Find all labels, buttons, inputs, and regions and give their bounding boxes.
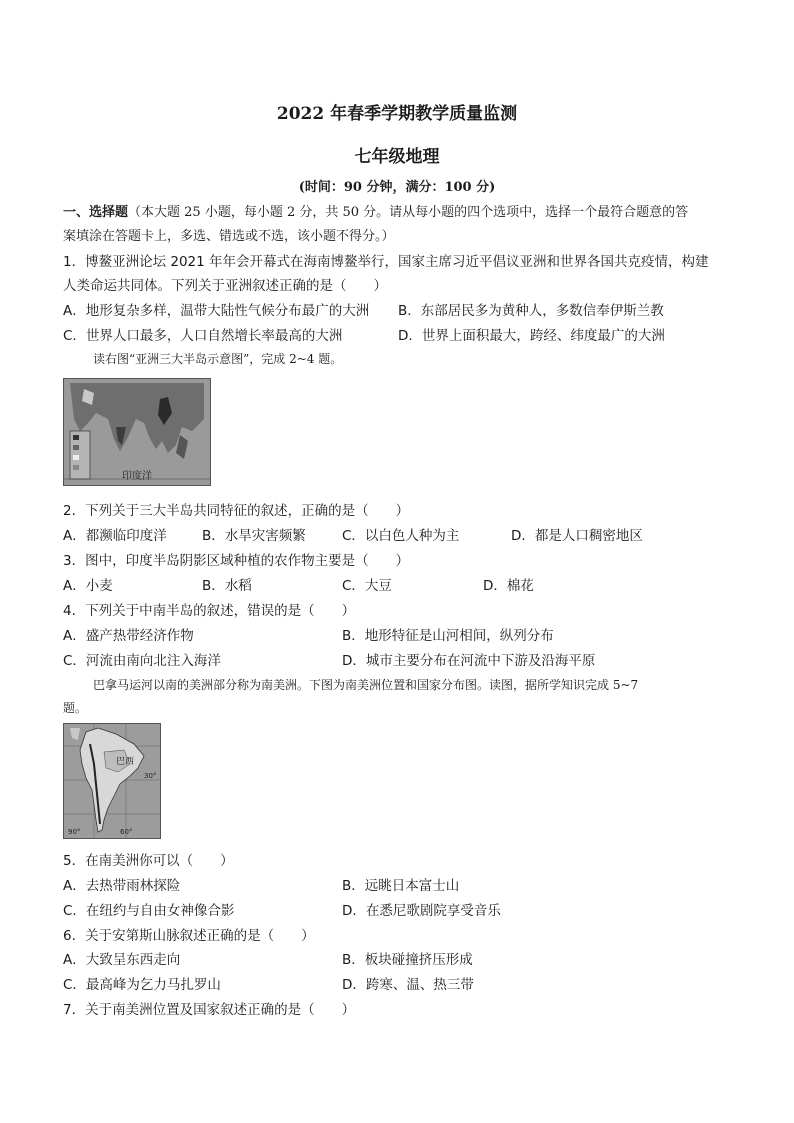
q1-option-a: A．地形复杂多样，温带大陆性气候分布最广的大洲	[63, 303, 370, 319]
q3-option-a: A．小麦	[63, 578, 113, 594]
map2-label-lon-60: 60°	[120, 828, 133, 836]
q4-stem: 4．下列关于中南半岛的叙述，错误的是（ ）	[63, 603, 356, 619]
map2-label-lat: 30°	[144, 772, 157, 780]
map2-label-lon-90: 90°	[68, 828, 81, 836]
q1-stem-2: 人类命运共同体。下列关于亚洲叙述正确的是（ ）	[63, 278, 387, 294]
q3-option-c: C．大豆	[342, 578, 392, 594]
q6-option-c: C．最高峰为乞力马扎罗山	[63, 977, 221, 993]
exam-info: (时间：90 分钟，满分：100 分)	[298, 180, 496, 195]
q2-option-c: C．以白色人种为主	[342, 528, 460, 544]
q1-option-c: C．世界人口最多，人口自然增长率最高的大洲	[63, 328, 343, 344]
q1-stem-1: 1．博鳌亚洲论坛 2021 年年会开幕式在海南博鳌举行，国家主席习近平倡议亚洲和世界各国共克疫情，构建	[63, 254, 709, 270]
q4-option-c: C．河流由南向北注入海洋	[63, 653, 221, 669]
section-desc-1: （本大题 25 小题，每小题 2 分，共 50 分。请从每小题的四个选项中，选择一个最符合题意的答	[128, 205, 689, 220]
q3-stem: 3．图中，印度半岛阴影区域种植的农作物主要是（ ）	[63, 553, 410, 569]
q2-option-d: D．都是人口稠密地区	[511, 528, 643, 544]
q3-option-d: D．棉花	[483, 578, 534, 594]
q6-stem: 6．关于安第斯山脉叙述正确的是（ ）	[63, 928, 315, 944]
map1-ocean-label: 印度洋	[122, 471, 152, 482]
reading-note-2-line-2: 题。	[63, 701, 88, 715]
exam-title: 2022 年春季学期教学质量监测	[276, 104, 518, 124]
q5-option-b: B．远眺日本富士山	[342, 878, 460, 894]
asia-peninsulas-map	[63, 378, 211, 486]
q5-option-c: C．在纽约与自由女神像合影	[63, 903, 235, 919]
q6-option-b: B．板块碰撞挤压形成	[342, 952, 473, 968]
q7-stem: 7．关于南美洲位置及国家叙述正确的是（ ）	[63, 1002, 356, 1018]
south-america-map	[63, 723, 161, 839]
reading-note-1: 读右图“亚洲三大半岛示意图”，完成 2~4 题。	[93, 352, 343, 366]
q6-option-d: D．跨寒、温、热三带	[342, 977, 474, 993]
q1-option-b: B．东部居民多为黄种人，多数信奉伊斯兰教	[398, 303, 664, 319]
reading-note-2-line-1: 巴拿马运河以南的美洲部分称为南美洲。下图为南美洲位置和国家分布图。读图，据所学知识完成 5~7	[93, 678, 639, 692]
section-desc-2: 案填涂在答题卡上，多选、错选或不选，该小题不得分。）	[63, 229, 395, 244]
q4-option-d: D．城市主要分布在河流中下游及沿海平原	[342, 653, 596, 669]
section-title: 一、选择题	[63, 205, 129, 220]
q1-option-d: D．世界上面积最大，跨经、纬度最广的大洲	[398, 328, 665, 344]
q2-option-a: A．都濒临印度洋	[63, 528, 167, 544]
q4-option-a: A．盛产热带经济作物	[63, 628, 194, 644]
q5-option-d: D．在悉尼歌剧院享受音乐	[342, 903, 501, 919]
q4-option-b: B．地形特征是山河相间，纵列分布	[342, 628, 554, 644]
q3-option-b: B．水稻	[202, 578, 252, 594]
q5-stem: 5．在南美洲你可以（ ）	[63, 853, 234, 869]
exam-subtitle: 七年级地理	[354, 147, 440, 167]
q2-option-b: B．水旱灾害频繁	[202, 528, 306, 544]
map2-label-brazil: 巴西	[116, 757, 135, 767]
q5-option-a: A．去热带雨林探险	[63, 878, 181, 894]
q2-stem: 2．下列关于三大半岛共同特征的叙述，正确的是（ ）	[63, 503, 410, 519]
q6-option-a: A．大致呈东西走向	[63, 952, 181, 968]
section-heading-line	[63, 201, 688, 220]
